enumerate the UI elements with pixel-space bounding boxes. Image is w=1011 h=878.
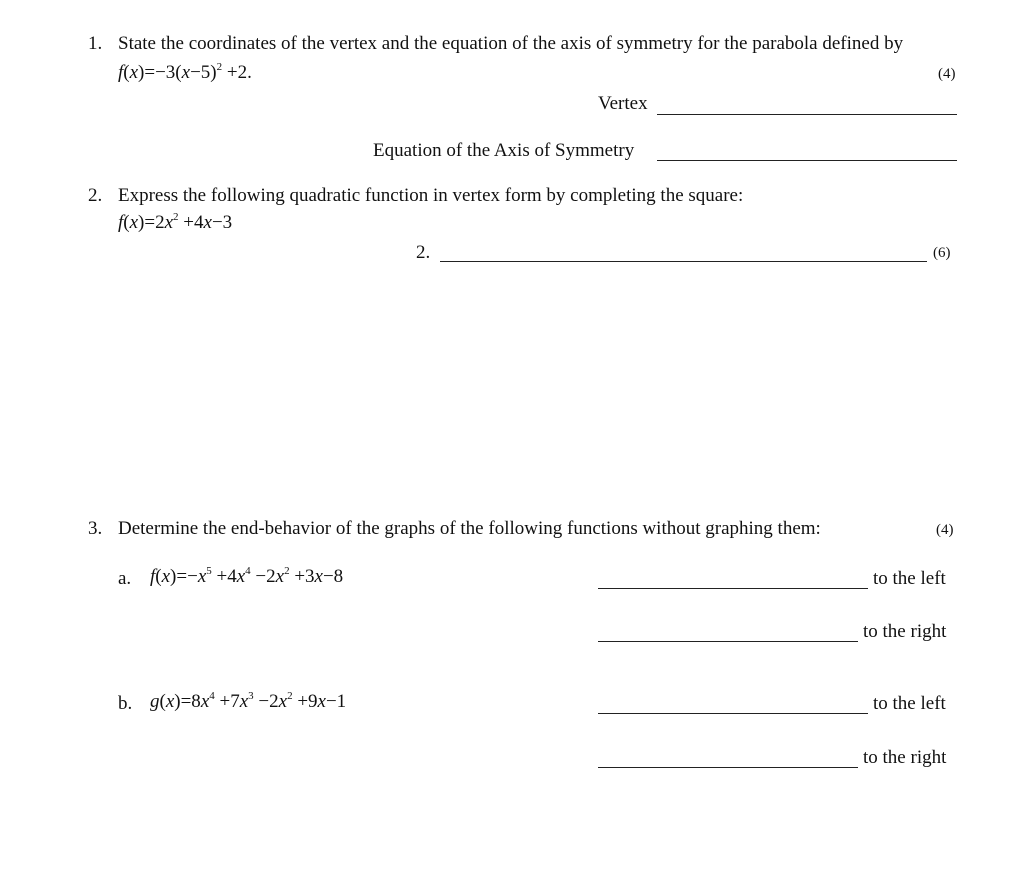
q2-text: Express the following quadratic function in vertex form by completing the square: <box>118 185 744 206</box>
q1-axis-answer-line[interactable] <box>657 160 957 161</box>
q3-points: (4) <box>936 522 954 538</box>
q2-number: 2. <box>88 185 103 206</box>
q2-answer-label: 2. <box>416 242 431 263</box>
q3a-left-label: to the left <box>873 568 946 589</box>
q3-number: 3. <box>88 518 103 539</box>
q3a-right-label: to the right <box>863 621 947 642</box>
q3a-left-answer-line[interactable] <box>598 588 868 589</box>
q1-points: (4) <box>938 66 956 82</box>
q3a-formula: $f(x)=-x^5 +4x^4 -2x^2 +3x-8$ <box>150 565 344 587</box>
q1-vertex-answer-line[interactable] <box>657 114 957 115</box>
q1-axis-label: Equation of the Axis of Symmetry <box>373 140 635 161</box>
q3-text: Determine the end-behavior of the graphs of the following functions without graphing them: <box>118 518 821 539</box>
q3b-left-label: to the left <box>873 693 946 714</box>
q3b-right-label: to the right <box>863 747 947 768</box>
q3b-formula: $g(x)=8x^4 +7x^3 -2x^2 +9x-1$ <box>150 690 347 712</box>
q1-number: 1. <box>88 33 103 54</box>
q1-vertex-label: Vertex <box>598 93 648 114</box>
q3b-right-answer-line[interactable] <box>598 767 858 768</box>
q3a-letter: a. <box>118 568 132 589</box>
q2-formula: $f(x)=2x^2 +4x-3$ <box>118 211 233 233</box>
q3b-letter: b. <box>118 693 133 714</box>
q1-formula: $f(x)=-3(x-5)^2 +2$. <box>118 61 252 83</box>
q1-text: State the coordinates of the vertex and the equation of the axis of symmetry for the parabola defined by <box>118 33 904 54</box>
q2-points: (6) <box>933 245 951 261</box>
q3a-right-answer-line[interactable] <box>598 641 858 642</box>
q2-answer-line[interactable] <box>440 261 927 262</box>
q3b-left-answer-line[interactable] <box>598 713 868 714</box>
